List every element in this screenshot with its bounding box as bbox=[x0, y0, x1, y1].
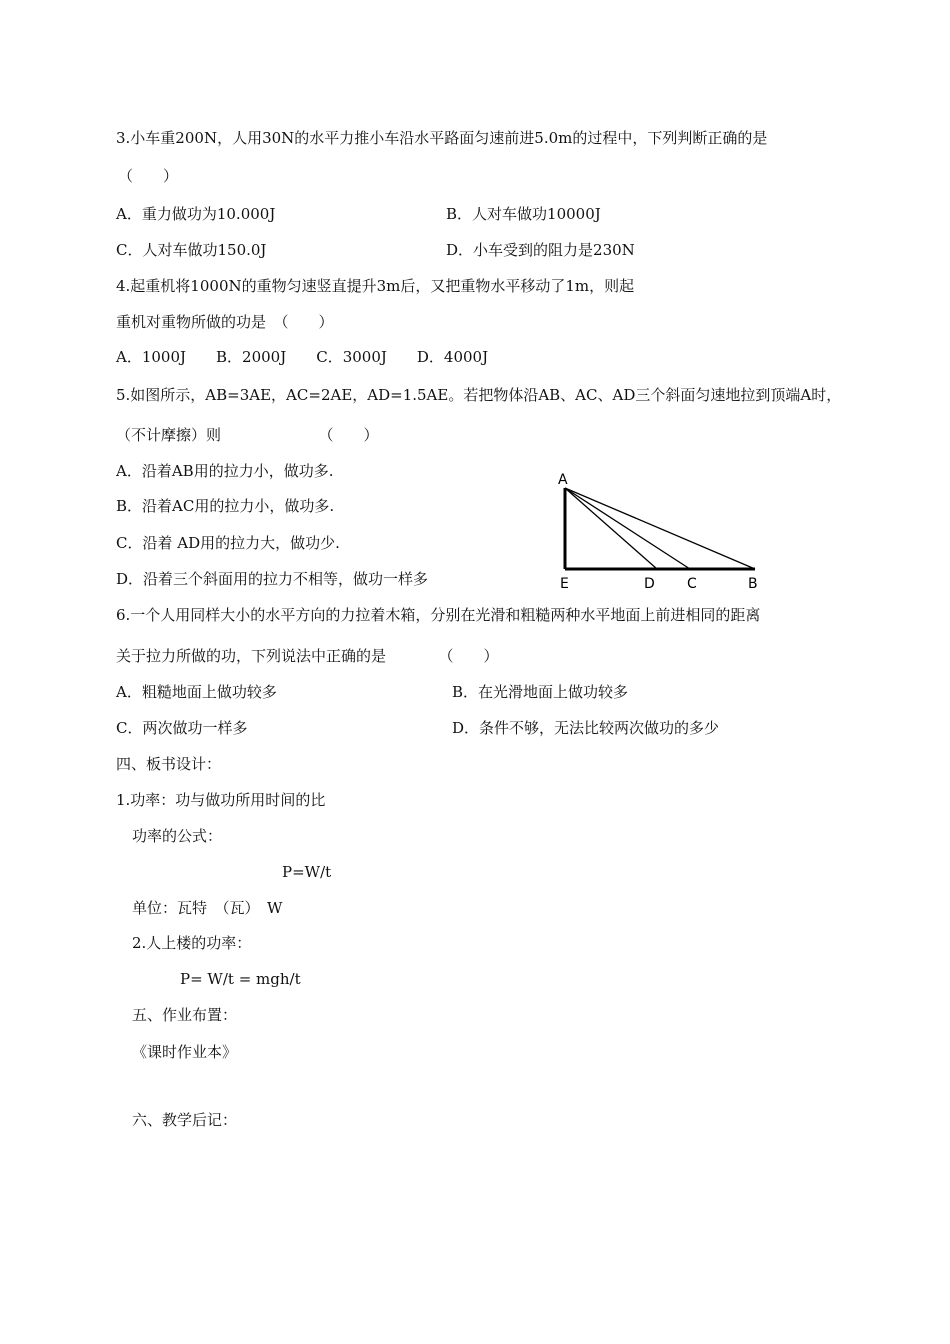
q4-stem-line2: 重机对重物所做的功是 （ ） bbox=[116, 313, 334, 331]
q4-stem-line1: 4.起重机将1000N的重物匀速竖直提升3m后，又把重物水平移动了1m，则起 bbox=[116, 277, 635, 295]
incline-ac bbox=[565, 488, 690, 569]
power-formula: P=W/t bbox=[282, 863, 332, 881]
homework-book: 《课时作业本》 bbox=[132, 1043, 238, 1061]
homework-heading: 五、作业布置： bbox=[132, 1006, 238, 1024]
board-item-1: 1.功率：功与做功所用时间的比 bbox=[116, 791, 326, 809]
q3-option-d: D．小车受到的阻力是230N bbox=[446, 241, 635, 259]
label-c: C bbox=[687, 576, 697, 592]
q5-option-c: C．沿着 AD用的拉力大，做功少. bbox=[116, 534, 340, 552]
unit-line: 单位：瓦特 （瓦） W bbox=[132, 899, 283, 917]
q6-option-a: A．粗糙地面上做功较多 bbox=[116, 683, 277, 701]
board-heading: 四、板书设计： bbox=[116, 755, 222, 773]
q3-stem: 3.小车重200N，人用30N的水平力推小车沿水平路面匀速前进5.0m的过程中，下列判断正确的是 bbox=[116, 129, 768, 147]
stairs-power-formula: P= W/t = mgh/t bbox=[180, 970, 301, 988]
incline-diagram bbox=[550, 468, 780, 594]
q6-stem-line1: 6.一个人用同样大小的水平方向的力拉着木箱，分别在光滑和粗糙两种水平地面上前进相同的距离 bbox=[116, 606, 761, 624]
q3-option-c: C．人对车做功150.0J bbox=[116, 241, 267, 259]
q5-stem: 5.如图所示，AB=3AE，AC=2AE，AD=1.5AE。若把物体沿AB、AC、AD三个斜面匀速地拉到顶端A时， bbox=[116, 386, 842, 404]
q5-option-b: B．沿着AC用的拉力小，做功多. bbox=[116, 497, 335, 515]
q3-option-a: A．重力做功为10.000J bbox=[116, 205, 276, 223]
q3-option-b: B．人对车做功10000J bbox=[446, 205, 601, 223]
q3-answer-blank: （ ） bbox=[118, 167, 179, 185]
q5-stem-line2: （不计摩擦）则 （ ） bbox=[116, 426, 379, 444]
incline-ad bbox=[565, 488, 657, 569]
q5-option-a: A．沿着AB用的拉力小，做功多. bbox=[116, 462, 334, 480]
label-d: D bbox=[644, 576, 655, 592]
incline-ab bbox=[565, 488, 755, 569]
q6-option-d: D．条件不够，无法比较两次做功的多少 bbox=[452, 719, 720, 737]
label-b: B bbox=[748, 576, 758, 592]
board-item-2: 2.人上楼的功率： bbox=[132, 934, 252, 952]
q6-stem-line2: 关于拉力所做的功，下列说法中正确的是 （ ） bbox=[116, 647, 499, 665]
label-e: E bbox=[560, 576, 569, 592]
q6-option-b: B．在光滑地面上做功较多 bbox=[452, 683, 629, 701]
formula-label: 功率的公式： bbox=[132, 827, 223, 845]
label-a: A bbox=[558, 472, 568, 488]
q4-options: A．1000J B．2000J C．3000J D．4000J bbox=[116, 348, 489, 366]
notes-heading: 六、教学后记： bbox=[132, 1111, 238, 1129]
q5-option-d: D．沿着三个斜面用的拉力不相等，做功一样多 bbox=[116, 570, 429, 588]
q6-option-c: C．两次做功一样多 bbox=[116, 719, 248, 737]
